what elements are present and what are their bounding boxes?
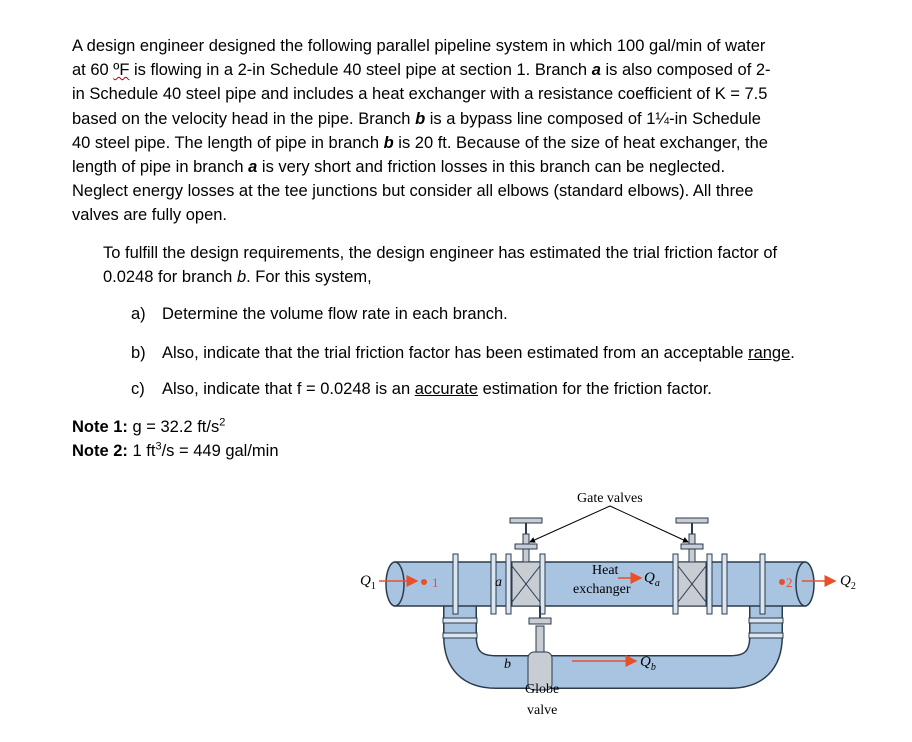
text-line: 0.0248 for branch b. For this system, [103,268,372,287]
branch-b-label: b [504,657,511,672]
text-line: length of pipe in branch a is very short and friction losses in this branch can be neglected. [72,158,726,177]
question-b: b) Also, indicate that the trial friction factor has been estimated from an acceptable range. [131,344,795,362]
gate-valve-right [676,518,708,606]
point-1-label: 1 [432,575,439,590]
q1-label: $Q_1$ [360,573,376,592]
text-line: Neglect energy losses at the tee junctions but consider all elbows (standard elbows). All three [72,182,754,201]
text-line: at 60 ºF is flowing in a 2-in Schedule 40 steel pipe at section 1. Branch a is also composed of 2- [72,61,771,80]
text-line: in Schedule 40 steel pipe and includes a heat exchanger with a resistance coefficient of K = 7.5 [72,85,768,104]
gate-valves-label: Gate valves [577,491,643,506]
problem-statement [72,34,862,228]
note-2: Note 2: 1 $ft^3/s = 449$ gal/min [72,440,279,460]
section-point-2 [779,579,785,585]
pipeline-diagram [340,478,880,728]
qb-label: $Q_b$ [640,654,656,673]
q2-label: $Q_2$ [840,573,856,592]
text-line: 40 steel pipe. The length of pipe in branch b is 20 ft. Because of the size of heat exchanger, the [72,133,768,152]
section-point-1 [421,579,427,585]
qa-label: $Q_a$ [644,570,660,589]
text-line: To fulfill the design requirements, the design engineer has estimated the trial friction factor of [103,244,778,262]
globe-label: Globe [525,682,560,697]
note-1: Note 1: g = 32.2 $ft/s^2$ [72,416,226,436]
point-2-label: 2 [786,575,793,590]
exchanger-label: exchanger [573,582,631,597]
text-line: A design engineer designed the following parallel pipeline system in which 100 gal/min of water [72,37,766,55]
question-c: c) Also, indicate that f = 0.0248 is an accurate estimation for the friction factor. [131,380,712,398]
valve-label: valve [527,703,558,718]
text-line: valves are fully open. [72,206,228,225]
text-line: based on the velocity head in the pipe. Branch b is a bypass line composed of 1¼-in Schedule [72,109,761,128]
gate-valve-left [510,518,542,606]
heat-label: Heat [592,563,619,578]
question-a: a) Determine the volume flow rate in each branch. [131,305,508,323]
task-intro [103,241,777,289]
branch-a-label: a [495,575,502,590]
globe-valve [528,606,552,690]
